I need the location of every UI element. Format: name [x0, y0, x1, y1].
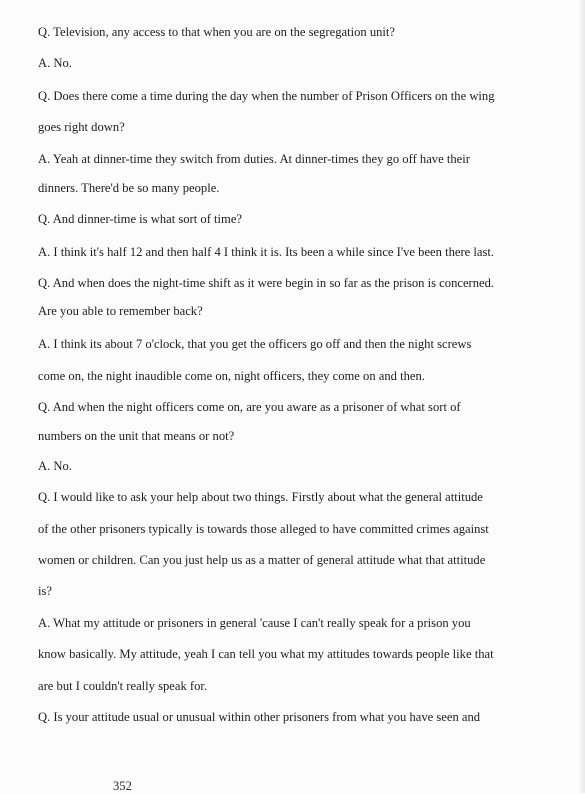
transcript-line: Q. And when does the night-time shift as it were begin in so far as the prison is concerned.	[38, 276, 495, 290]
transcript-line: A. What my attitude or prisoners in general 'cause I can't really speak for a prison you	[38, 616, 471, 630]
transcript-line: Are you able to remember back?	[38, 304, 203, 318]
transcript-line: come on, the night inaudible come on, night officers, they come on and then.	[38, 369, 425, 383]
transcript-line: Q. Television, any access to that when you are on the segregation unit?	[38, 25, 396, 39]
transcript-line: dinners. There'd be so many people.	[38, 181, 220, 195]
transcript-line: Q. Does there come a time during the day when the number of Prison Officers on the wing	[38, 89, 495, 103]
transcript-line: A. No.	[38, 459, 72, 473]
transcript-line: women or children. Can you just help us as a matter of general attitude what that attitude	[38, 553, 486, 567]
transcript-line: know basically. My attitude, yeah I can tell you what my attitudes towards people like that	[38, 647, 494, 661]
transcript-line: A. I think it's half 12 and then half 4 I think it is. Its been a while since I've been there last.	[38, 245, 495, 259]
transcript-line: A. I think its about 7 o'clock, that you get the officers go off and then the night screws	[38, 337, 472, 351]
transcript-line: are but I couldn't really speak for.	[38, 679, 208, 693]
transcript-line: A. Yeah at dinner-time they switch from duties. At dinner-times they go off have their	[38, 152, 470, 166]
transcript-line: of the other prisoners typically is towards those alleged to have committed crimes against	[38, 522, 489, 536]
transcript-line: Q. And when the night officers come on, are you aware as a prisoner of what sort of	[38, 400, 461, 414]
transcript-line: Q. I would like to ask your help about two things. Firstly about what the general attitude	[38, 490, 483, 504]
transcript-line: Q. And dinner-time is what sort of time?	[38, 212, 243, 226]
transcript-line: numbers on the unit that means or not?	[38, 429, 235, 443]
scan-edge-shadow	[579, 0, 585, 793]
transcript-line: goes right down?	[38, 120, 125, 134]
transcript-line: A. No.	[38, 56, 72, 70]
page-number: 352	[113, 779, 132, 793]
transcript-line: is?	[38, 584, 52, 598]
transcript-line: Q. Is your attitude usual or unusual within other prisoners from what you have seen and	[38, 710, 481, 724]
